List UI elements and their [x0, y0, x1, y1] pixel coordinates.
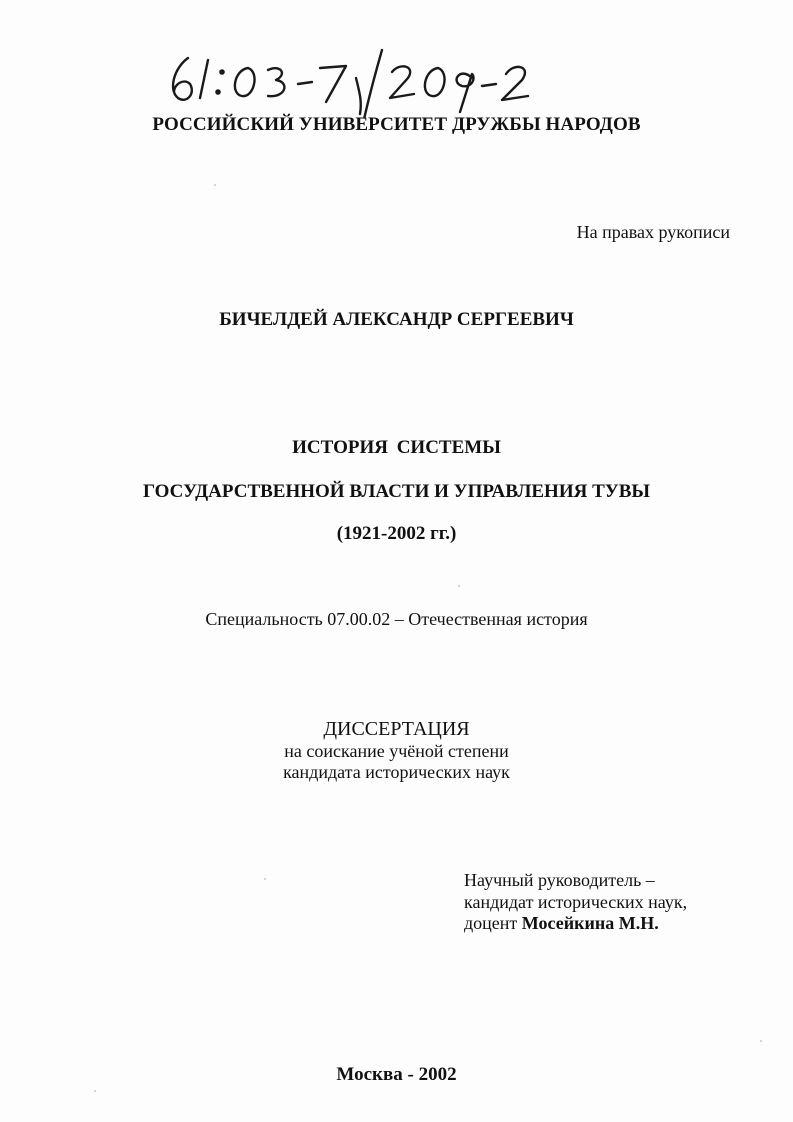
- handwritten-archive-code: [160, 38, 560, 118]
- scan-speck: [458, 585, 460, 587]
- scan-speck: [94, 1090, 96, 1092]
- supervisor-line-3: [464, 913, 659, 934]
- handwritten-code-drawing: [160, 38, 560, 118]
- city-year: Москва - 2002: [336, 1064, 457, 1085]
- university-name: РОССИЙСКИЙ УНИВЕРСИТЕТ ДРУЖБЫ НАРОДОВ: [152, 114, 641, 135]
- supervisor-line-1: Научный руководитель –: [464, 870, 655, 890]
- supervisor-line-2: кандидат исторических наук,: [464, 892, 688, 912]
- degree-line-1: на соискание учёной степени: [284, 741, 509, 761]
- supervisor-title: доцент: [464, 913, 522, 933]
- manuscript-rights-note: На правах рукописи: [576, 222, 730, 242]
- scan-speck: [214, 184, 216, 186]
- title-line-1: ИСТОРИЯ СИСТЕМЫ: [292, 437, 501, 458]
- specialty-line: Специальность 07.00.02 – Отечественная история: [205, 609, 588, 629]
- scan-speck: [760, 1040, 762, 1042]
- supervisor-name: Мосейкина М.Н.: [521, 913, 659, 933]
- title-years: (1921-2002 гг.): [336, 523, 457, 544]
- degree-line-2: кандидата исторических наук: [283, 762, 510, 782]
- author-name: БИЧЕЛДЕЙ АЛЕКСАНДР СЕРГЕЕВИЧ: [219, 309, 574, 330]
- title-line-2: ГОСУДАРСТВЕННОЙ ВЛАСТИ И УПРАВЛЕНИЯ ТУВЫ: [142, 481, 651, 502]
- dissertation-heading: ДИССЕРТАЦИЯ: [323, 718, 470, 740]
- scan-speck: [264, 878, 266, 880]
